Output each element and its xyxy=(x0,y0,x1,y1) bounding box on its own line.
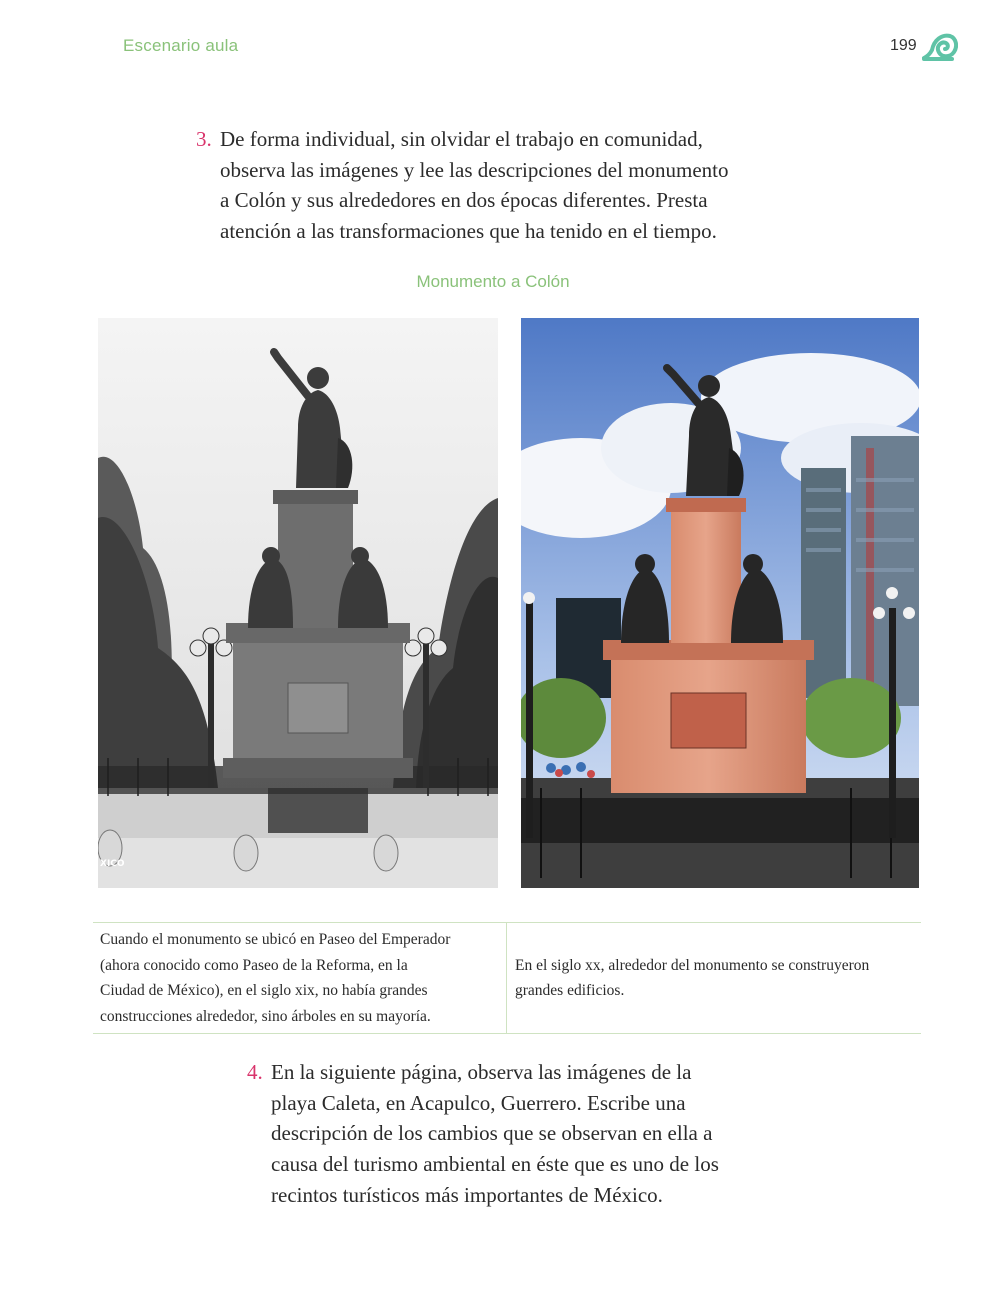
description-line: Cuando el monumento se ubicó en Paseo del Emperador xyxy=(100,931,451,948)
description-line: construcciones alrededor, sino árboles en su mayoría. xyxy=(100,1007,431,1025)
activity-4-line: causa del turismo ambiental en éste que es uno de los xyxy=(271,1152,719,1177)
description-cell-20th-century xyxy=(507,923,921,1033)
description-cell-19th-century xyxy=(93,923,507,1033)
activity-4-line: recintos turísticos más importantes de México. xyxy=(271,1182,663,1207)
activity-4-line: playa Caleta, en Acapulco, Guerrero. Escribe una xyxy=(271,1090,686,1115)
activity-4-line: En la siguiente página, observa las imágenes de la xyxy=(271,1060,692,1084)
description-line: (ahora conocido como Paseo de la Reforma, en la xyxy=(100,956,408,974)
old-monument-illustration xyxy=(98,318,498,888)
activity-3-number: 3. xyxy=(196,127,212,151)
description-table xyxy=(93,922,921,1034)
activity-4-number: 4. xyxy=(247,1060,263,1084)
old-monument-photo xyxy=(98,318,498,888)
new-monument-illustration xyxy=(521,318,919,888)
snail-spiral-icon xyxy=(922,30,958,62)
activity-3-line: a Colón y sus alrededores en dos épocas diferentes. Presta xyxy=(220,188,708,213)
activity-4-line: descripción de los cambios que se observan en ella a xyxy=(271,1121,713,1146)
activity-3-line: observa las imágenes y lee las descripciones del monumento xyxy=(220,157,729,182)
activity-3 xyxy=(196,124,780,247)
description-line: Ciudad de México), en el siglo xix, no había grandes xyxy=(100,982,428,999)
page-number: 199 xyxy=(890,37,917,54)
activity-3-line: atención a las transformaciones que ha tenido en el tiempo. xyxy=(220,219,717,244)
activity-3-line: De forma individual, sin olvidar el trabajo en comunidad, xyxy=(220,127,703,151)
description-line: grandes edificios. xyxy=(515,982,625,999)
description-line: En el siglo xx, alrededor del monumento se construyeron xyxy=(515,956,870,974)
new-monument-photo xyxy=(521,318,919,888)
section-title: Escenario aula xyxy=(123,36,239,55)
activity-4 xyxy=(247,1057,771,1211)
figure-title: Monumento a Colón xyxy=(416,272,570,291)
old-photo-corner-text: XICO xyxy=(100,859,125,869)
